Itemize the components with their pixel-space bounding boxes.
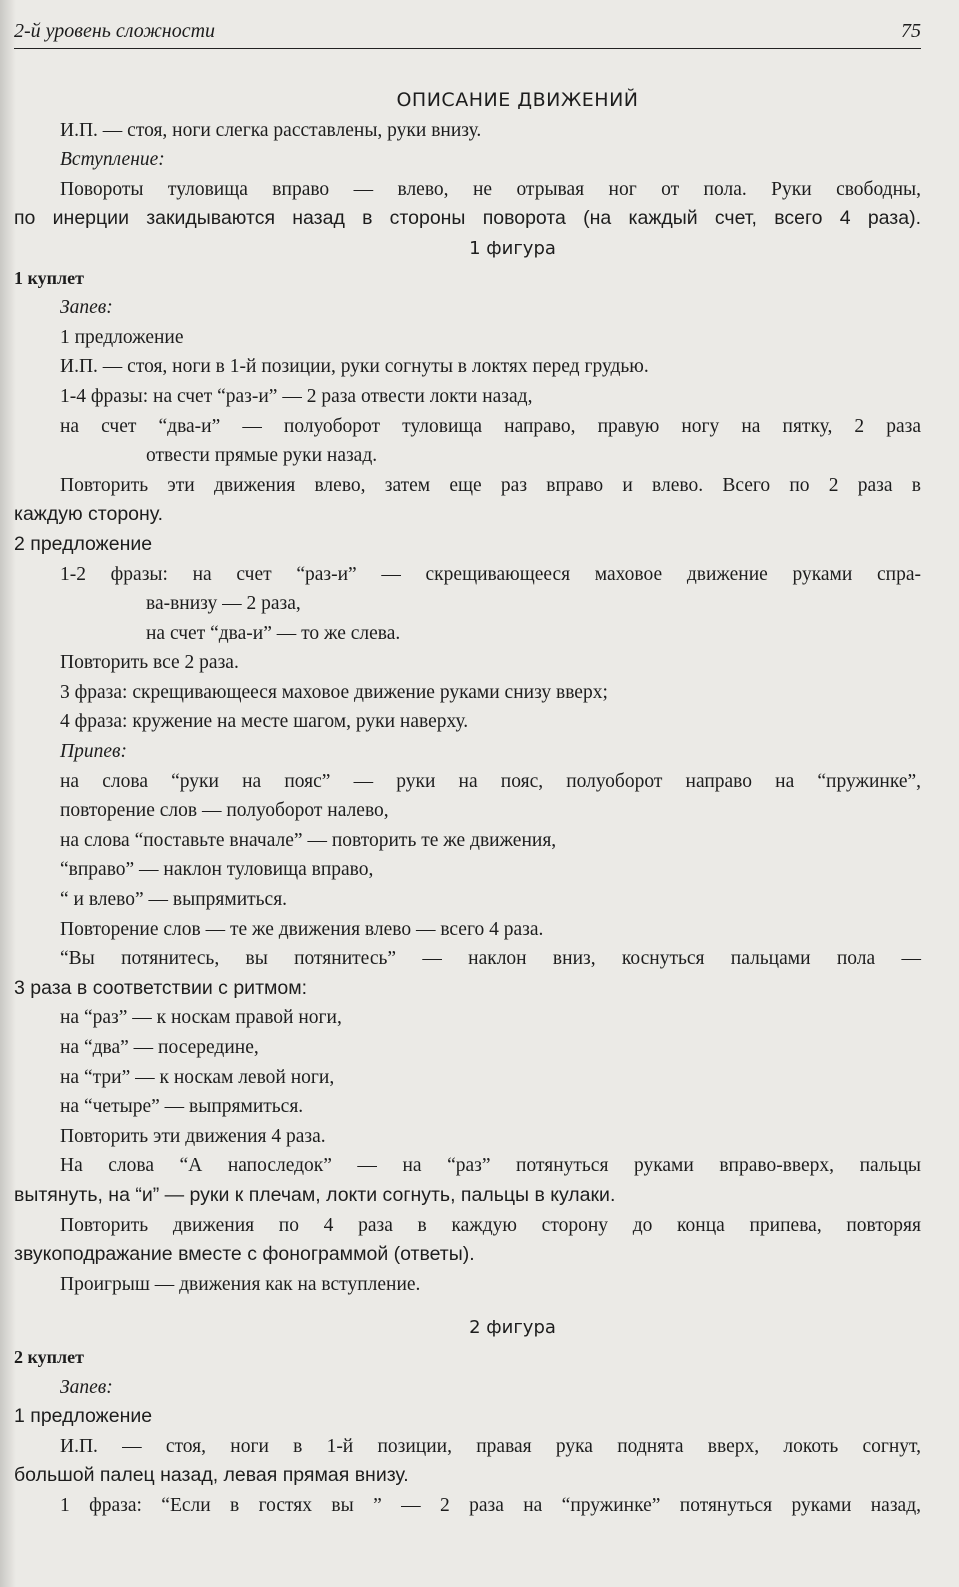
text-line: И.П. — стоя, ноги слегка расставлены, руки внизу. xyxy=(60,119,482,141)
text-line: на “три” — к носкам левой ноги, xyxy=(60,1066,335,1088)
spacer xyxy=(14,1299,921,1313)
text-line: 1 предложение xyxy=(60,326,184,348)
verse-heading: 1 куплет xyxy=(14,267,84,288)
subsection-label: Запев: xyxy=(60,297,113,319)
subsection-label: Запев: xyxy=(60,1376,113,1398)
text-line: 3 раза в соответствии с ритмом: xyxy=(14,976,308,999)
verse-heading: 2 куплет xyxy=(14,1346,84,1367)
text-line: 1-2 фразы: на счет “раз-и” — скрещивающееся маховое движение руками спра- xyxy=(60,563,921,585)
text-line: И.П. — стоя, ноги в 1-й позиции, руки согнуты в локтях перед грудью. xyxy=(60,356,649,378)
page-body xyxy=(14,86,921,1521)
text-line: на счет “два-и” — полуоборот туловища направо, правую ногу на пятку, 2 раза xyxy=(60,415,921,437)
text-line: на “раз” — к носкам правой ноги, xyxy=(60,1007,342,1029)
text-line: “Вы потянитесь, вы потянитесь” — наклон вниз, коснуться пальцами пола — xyxy=(60,948,921,970)
text-line: Повороты туловища вправо — влево, не отрывая ног от пола. Руки свободны, xyxy=(60,178,921,200)
text-line: Повторить движения по 4 раза в каждую сторону до конца припева, повторяя xyxy=(60,1214,921,1236)
text-line: на слова “поставьте вначале” — повторить те же движения, xyxy=(60,829,557,851)
text-line: 1 фраза: “Если в гостях вы ” — 2 раза на “пружинке” потянуться руками назад, xyxy=(60,1494,921,1516)
section-title: ОПИСАНИЕ ДВИЖЕНИЙ xyxy=(396,89,639,111)
text-line: большой палец назад, левая прямая внизу. xyxy=(14,1464,409,1487)
text-line: на слова “руки на пояс” — руки на пояс, полуоборот направо на “пружинке”, xyxy=(60,770,921,792)
subsection-label: Вступление: xyxy=(60,149,165,171)
text-line: Повторить эти движения 4 раза. xyxy=(60,1125,326,1147)
text-line: 4 фраза: кружение на месте шагом, руки наверху. xyxy=(60,711,469,733)
text-line: на “четыре” — выпрямиться. xyxy=(60,1096,304,1118)
figure-heading: 2 фигура xyxy=(469,1317,556,1339)
text-line: На слова “А напоследок” — на “раз” потянуться руками вправо-вверх, пальцы xyxy=(60,1155,921,1177)
text-line: 1-4 фразы: на счет “раз-и” — 2 раза отвести локти назад, xyxy=(60,385,533,407)
text-line: отвести прямые руки назад. xyxy=(146,445,378,467)
text-line: ва-внизу — 2 раза, xyxy=(146,593,301,615)
text-line: Повторение слов — те же движения влево — всего 4 раза. xyxy=(60,918,544,940)
page-number: 75 xyxy=(901,20,921,42)
text-line: каждую сторону. xyxy=(14,503,164,526)
text-line: 3 фраза: скрещивающееся маховое движение руками снизу вверх; xyxy=(60,681,608,703)
text-line: повторение слов — полуоборот налево, xyxy=(60,800,389,822)
text-line: И.П. — стоя, ноги в 1-й позиции, правая рука поднята вверх, локоть согнут, xyxy=(60,1435,921,1457)
sentence-heading: 1 предложение xyxy=(14,1405,153,1428)
text-line: на “два” — посередине, xyxy=(60,1037,259,1058)
text-line: вытянуть, на “и” — руки к плечам, локти согнуть, пальцы в кулаки. xyxy=(14,1183,616,1206)
text-line: звукоподражание вместе с фонограммой (ответы). xyxy=(14,1243,475,1266)
figure-heading: 1 фигура xyxy=(469,237,556,259)
text-line: Повторить все 2 раза. xyxy=(60,652,239,674)
text-line: Проигрыш — движения как на вступление. xyxy=(60,1273,421,1295)
text-line: по инерции закидываются назад в стороны поворота (на каждый счет, всего 4 раза). xyxy=(14,207,921,230)
text-line: на счет “два-и” — то же слева. xyxy=(146,622,401,644)
text-line: Повторить эти движения влево, затем еще раз вправо и влево. Всего по 2 раза в xyxy=(60,474,921,496)
sentence-heading: 2 предложение xyxy=(14,532,153,555)
text-line: “ и влево” — выпрямиться. xyxy=(60,889,288,911)
subsection-label: Припев: xyxy=(60,741,127,763)
running-head: 2-й уровень сложности xyxy=(14,20,216,42)
page-header xyxy=(14,18,921,49)
text-line: “вправо” — наклон туловища вправо, xyxy=(60,859,374,881)
